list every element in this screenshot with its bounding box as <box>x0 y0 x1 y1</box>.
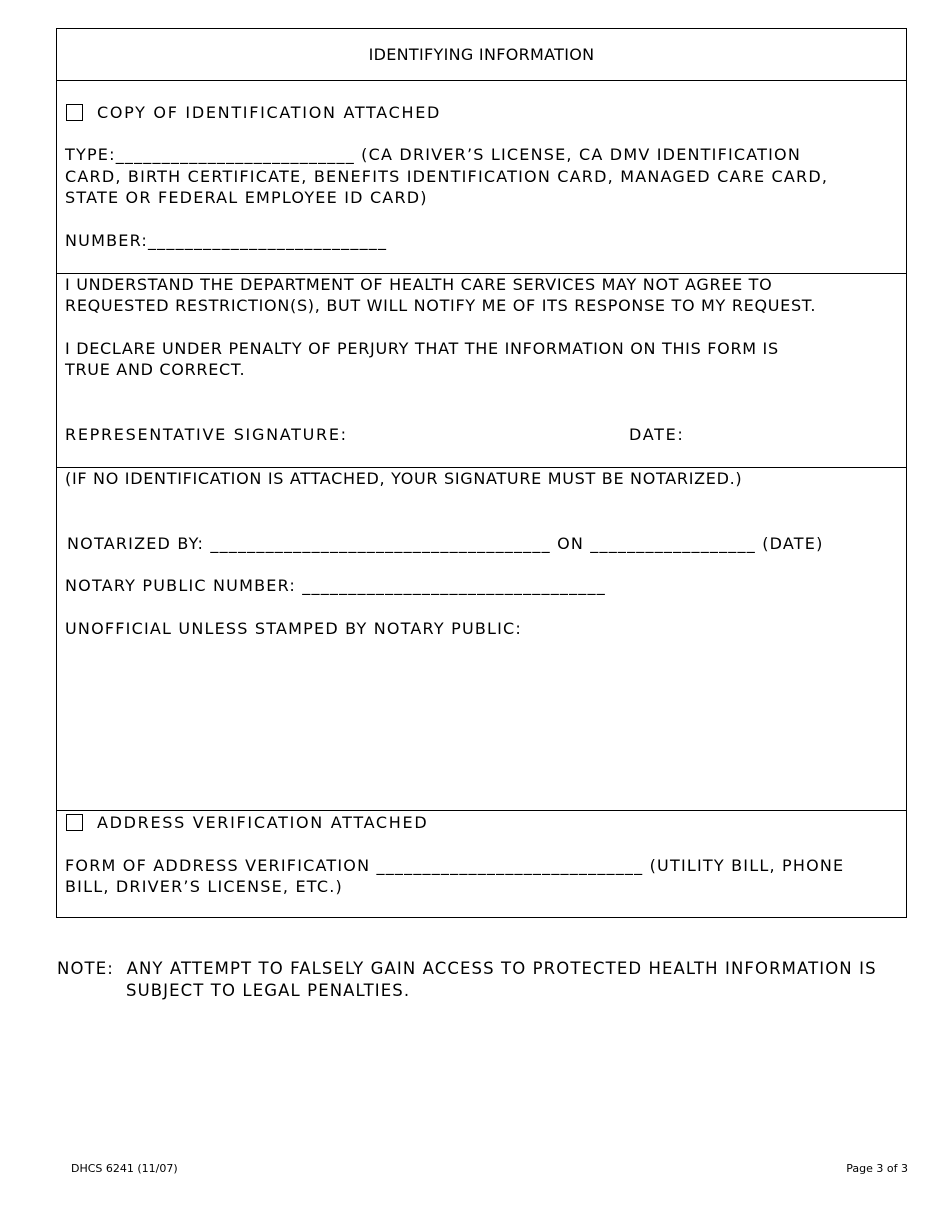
id-type-line-2: CARD, BIRTH CERTIFICATE, BENEFITS IDENTIFICATION CARD, MANAGED CARE CARD, <box>65 167 829 186</box>
identification-section <box>57 80 906 273</box>
declaration-section <box>57 273 906 467</box>
notary-instruction: (IF NO IDENTIFICATION IS ATTACHED, YOUR SIGNATURE MUST BE NOTARIZED.) <box>65 469 743 488</box>
address-verification-section <box>57 810 906 917</box>
section-header <box>57 29 906 80</box>
declaration-para1-line1: I UNDERSTAND THE DEPARTMENT OF HEALTH CARE SERVICES MAY NOT AGREE TO <box>65 275 773 294</box>
page-number: Page 3 of 3 <box>846 1162 908 1175</box>
representative-signature-label: REPRESENTATIVE SIGNATURE: <box>65 425 348 444</box>
notary-section <box>57 467 906 810</box>
form-id: DHCS 6241 (11/07) <box>71 1162 178 1175</box>
address-form-line-1[interactable]: FORM OF ADDRESS VERIFICATION _____________________________ (UTILITY BILL, PHONE <box>65 856 845 875</box>
declaration-para1-line2: REQUESTED RESTRICTION(S), BUT WILL NOTIFY ME OF ITS RESPONSE TO MY REQUEST. <box>65 296 817 315</box>
declaration-para2-line1: I DECLARE UNDER PENALTY OF PERJURY THAT THE INFORMATION ON THIS FORM IS <box>65 339 779 358</box>
id-number-field[interactable]: NUMBER:__________________________ <box>65 231 388 250</box>
id-type-line-1: TYPE:__________________________ (CA DRIVER’S LICENSE, CA DMV IDENTIFICATION <box>65 145 802 164</box>
copy-of-id-label: COPY OF IDENTIFICATION ATTACHED <box>97 103 442 122</box>
id-type-line-3: STATE OR FEDERAL EMPLOYEE ID CARD) <box>65 188 428 207</box>
notarized-by-field[interactable]: NOTARIZED BY: _____________________________________ ON __________________ (DATE) <box>67 534 824 553</box>
identifying-information-form <box>56 28 907 918</box>
note-line-2: SUBJECT TO LEGAL PENALTIES. <box>126 981 411 1000</box>
notary-public-number-field[interactable]: NOTARY PUBLIC NUMBER: _________________________________ <box>65 576 606 595</box>
date-label: DATE: <box>629 425 685 444</box>
notary-stamp-label: UNOFFICIAL UNLESS STAMPED BY NOTARY PUBLIC: <box>65 619 523 638</box>
section-title: IDENTIFYING INFORMATION <box>368 45 595 64</box>
note-line-1: NOTE: ANY ATTEMPT TO FALSELY GAIN ACCESS TO PROTECTED HEALTH INFORMATION IS <box>57 959 877 978</box>
address-form-line-2: BILL, DRIVER’S LICENSE, ETC.) <box>65 877 343 896</box>
address-verification-label: ADDRESS VERIFICATION ATTACHED <box>97 813 429 832</box>
declaration-para2-line2: TRUE AND CORRECT. <box>65 360 246 379</box>
copy-of-id-checkbox[interactable] <box>66 104 83 121</box>
address-verification-checkbox[interactable] <box>66 814 83 831</box>
